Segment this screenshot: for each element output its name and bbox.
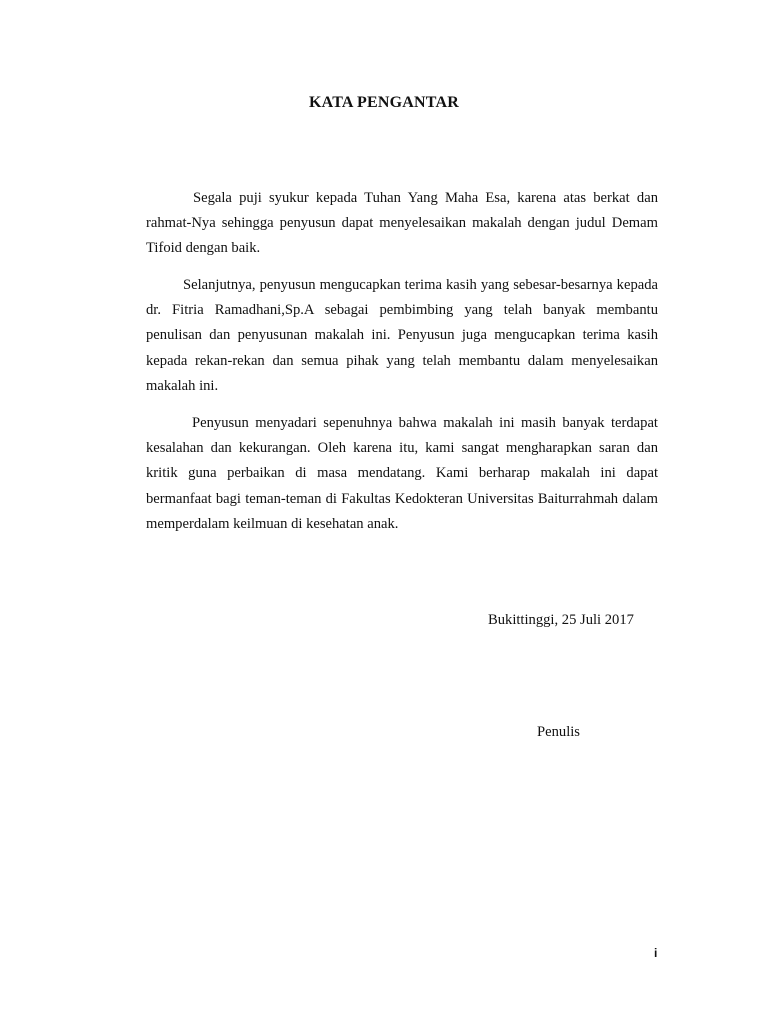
place-date: Bukittinggi, 25 Juli 2017 [488, 612, 634, 628]
paragraph-closing: Penyusun menyadari sepenuhnya bahwa makalah ini masih banyak terdapat kesalahan dan kekurangan. Oleh karena itu, kami sangat mengharapkan saran dan kritik guna perbaikan di masa mendatang. Kami berharap makalah ini dapat bermanfaat bagi teman-teman di Fakultas Kedokteran Universitas Baiturrahmah dalam memperdalam keilmuan di kesehatan anak. [146, 414, 658, 533]
document-title: KATA PENGANTAR [309, 94, 459, 111]
signer-name: Penulis [537, 724, 580, 740]
paragraph-acknowledgement: Selanjutnya, penyusun mengucapkan terima kasih yang sebesar-besarnya kepada dr. Fitria Ramadhani,Sp.A sebagai pembimbing yang telah banyak membantu penulisan dan penyusunan makalah ini. Penyusun juga mengucapkan terima kasih kepada rekan-rekan dan semua pihak yang telah membantu dalam menyelesaikan makalah ini. [146, 276, 658, 395]
paragraph-gratitude: Segala puji syukur kepada Tuhan Yang Maha Esa, karena atas berkat dan rahmat-Nya sehingga penyusun dapat menyelesaikan makalah dengan judul Demam Tifoid dengan baik. [146, 189, 658, 257]
page-number: i [654, 946, 658, 960]
